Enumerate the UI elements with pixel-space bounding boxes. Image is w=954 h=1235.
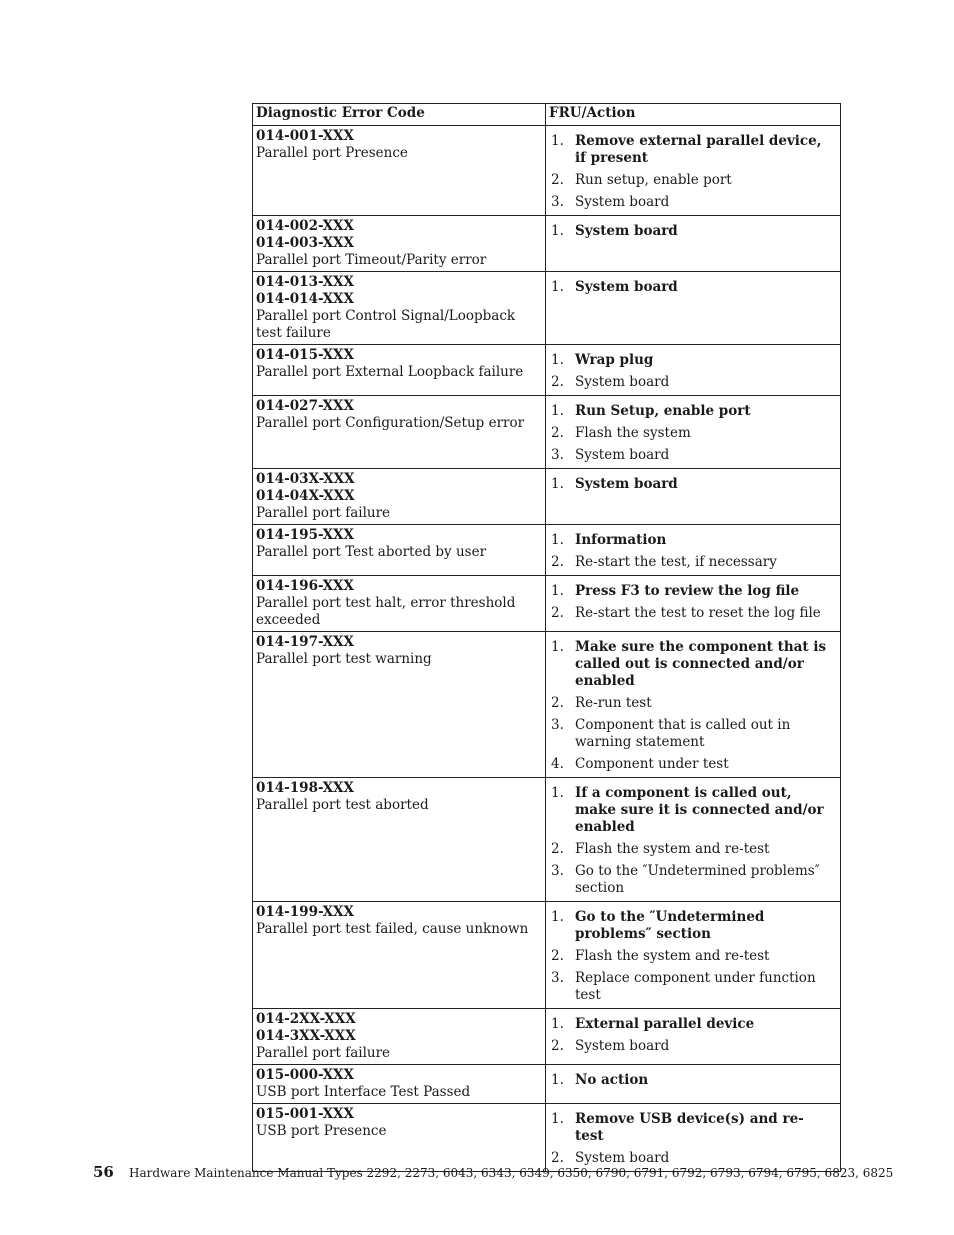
fru-action-cell bbox=[546, 778, 841, 902]
fru-action-cell bbox=[546, 396, 841, 469]
action-number: 1. bbox=[551, 223, 564, 239]
action-number: 1. bbox=[551, 476, 564, 492]
action-list bbox=[549, 1104, 837, 1171]
footer-title: Hardware Maintenance Manual Types 2292, 2273, 6043, 6343, 6349, 6350, 6790, 6791, 6792, 6793, 6794, 6795, 6823, 6825 bbox=[129, 1166, 894, 1180]
action-number: 2. bbox=[551, 425, 564, 441]
action-number: 1. bbox=[551, 352, 564, 368]
action-number: 2. bbox=[551, 1038, 564, 1054]
action-number: 3. bbox=[551, 447, 564, 463]
action-number: 2. bbox=[551, 605, 564, 621]
action-text: System board bbox=[575, 1038, 670, 1054]
fru-action-cell bbox=[546, 1009, 841, 1065]
table-row bbox=[253, 778, 841, 902]
action-number: 1. bbox=[551, 785, 564, 801]
error-description: Parallel port test failed, cause unknown bbox=[256, 921, 529, 937]
action-number: 2. bbox=[551, 695, 564, 711]
action-number: 2. bbox=[551, 948, 564, 964]
error-code: 014-03X-XXX bbox=[256, 471, 355, 487]
action-text: Make sure the component that is called out is connected and/or enabled bbox=[575, 639, 827, 689]
header-fru-action: FRU/Action bbox=[546, 104, 841, 126]
table-row bbox=[253, 902, 841, 1009]
error-description: Parallel port Control Signal/Loopback test failure bbox=[256, 308, 516, 341]
error-code: 014-195-XXX bbox=[256, 527, 355, 543]
action-item bbox=[549, 374, 837, 391]
action-text: System board bbox=[575, 1150, 670, 1166]
error-code-cell bbox=[253, 1009, 546, 1065]
error-description: Parallel port Configuration/Setup error bbox=[256, 415, 525, 431]
action-text: Component under test bbox=[575, 756, 729, 772]
action-list bbox=[549, 216, 837, 244]
error-code: 014-014-XXX bbox=[256, 291, 355, 307]
action-number: 3. bbox=[551, 970, 564, 986]
error-code-cell bbox=[253, 345, 546, 396]
diagnostic-error-table bbox=[252, 103, 841, 1172]
error-code: 014-027-XXX bbox=[256, 398, 355, 414]
action-number: 1. bbox=[551, 133, 564, 149]
table-row bbox=[253, 126, 841, 216]
action-number: 2. bbox=[551, 374, 564, 390]
action-text: Wrap plug bbox=[575, 352, 654, 368]
error-code-cell bbox=[253, 272, 546, 345]
action-text: System board bbox=[575, 374, 670, 390]
action-item bbox=[549, 1016, 837, 1033]
fru-action-cell bbox=[546, 216, 841, 272]
error-code: 014-013-XXX bbox=[256, 274, 355, 290]
error-code-cell bbox=[253, 1104, 546, 1172]
error-code-cell bbox=[253, 778, 546, 902]
error-code-cell bbox=[253, 632, 546, 778]
error-code: 015-001-XXX bbox=[256, 1106, 355, 1122]
fru-action-cell bbox=[546, 1104, 841, 1172]
action-number: 1. bbox=[551, 1072, 564, 1088]
error-code: 014-3XX-XXX bbox=[256, 1028, 356, 1044]
action-text: Component that is called out in warning statement bbox=[575, 717, 791, 750]
error-code-cell bbox=[253, 576, 546, 632]
table-row bbox=[253, 272, 841, 345]
action-number: 3. bbox=[551, 717, 564, 733]
error-code-cell bbox=[253, 469, 546, 525]
fru-action-cell bbox=[546, 525, 841, 576]
error-code: 014-2XX-XXX bbox=[256, 1011, 356, 1027]
action-number: 1. bbox=[551, 1016, 564, 1032]
action-item bbox=[549, 194, 837, 211]
action-number: 1. bbox=[551, 909, 564, 925]
action-item bbox=[549, 279, 837, 296]
action-item bbox=[549, 447, 837, 464]
error-description: Parallel port Timeout/Parity error bbox=[256, 252, 487, 268]
error-description: Parallel port External Loopback failure bbox=[256, 364, 524, 380]
error-code: 014-015-XXX bbox=[256, 347, 355, 363]
action-text: No action bbox=[575, 1072, 649, 1088]
action-item bbox=[549, 695, 837, 712]
action-item bbox=[549, 532, 837, 549]
action-list bbox=[549, 902, 837, 1008]
error-description: Parallel port test aborted bbox=[256, 797, 429, 813]
action-item bbox=[549, 1072, 837, 1089]
table-row bbox=[253, 576, 841, 632]
action-list bbox=[549, 778, 837, 901]
action-item bbox=[549, 403, 837, 420]
table-row bbox=[253, 1065, 841, 1104]
action-number: 1. bbox=[551, 403, 564, 419]
table-row bbox=[253, 396, 841, 469]
action-number: 1. bbox=[551, 279, 564, 295]
action-item bbox=[549, 863, 837, 897]
error-code: 014-198-XXX bbox=[256, 780, 355, 796]
error-code: 014-001-XXX bbox=[256, 128, 355, 144]
action-text: Go to the ″Undetermined problems″ section bbox=[575, 909, 765, 942]
fru-action-cell bbox=[546, 126, 841, 216]
action-number: 2. bbox=[551, 841, 564, 857]
action-number: 2. bbox=[551, 172, 564, 188]
action-item bbox=[549, 909, 837, 943]
error-code-cell bbox=[253, 525, 546, 576]
table-row bbox=[253, 1009, 841, 1065]
action-list bbox=[549, 345, 837, 395]
action-number: 3. bbox=[551, 194, 564, 210]
action-item bbox=[549, 1111, 837, 1145]
action-number: 3. bbox=[551, 863, 564, 879]
error-code: 014-196-XXX bbox=[256, 578, 355, 594]
error-code: 014-04X-XXX bbox=[256, 488, 355, 504]
error-description: USB port Interface Test Passed bbox=[256, 1084, 471, 1100]
action-item bbox=[549, 717, 837, 751]
action-list bbox=[549, 126, 837, 215]
error-description: Parallel port Presence bbox=[256, 145, 408, 161]
action-list bbox=[549, 396, 837, 468]
page-footer bbox=[93, 1163, 893, 1181]
action-text: Remove USB device(s) and re-test bbox=[575, 1111, 804, 1144]
action-text: System board bbox=[575, 279, 678, 295]
fru-action-cell bbox=[546, 576, 841, 632]
action-text: Press F3 to review the log file bbox=[575, 583, 800, 599]
action-list bbox=[549, 525, 837, 575]
action-item bbox=[549, 948, 837, 965]
action-text: Run setup, enable port bbox=[575, 172, 732, 188]
action-text: Information bbox=[575, 532, 667, 548]
table-row bbox=[253, 632, 841, 778]
error-description: USB port Presence bbox=[256, 1123, 387, 1139]
table-header-row bbox=[253, 104, 841, 126]
fru-action-cell bbox=[546, 469, 841, 525]
fru-action-cell bbox=[546, 345, 841, 396]
action-item bbox=[549, 352, 837, 369]
page-number: 56 bbox=[93, 1163, 114, 1181]
fru-action-cell bbox=[546, 902, 841, 1009]
action-item bbox=[549, 841, 837, 858]
action-number: 2. bbox=[551, 554, 564, 570]
action-text: Re-start the test to reset the log file bbox=[575, 605, 821, 621]
error-code: 015-000-XXX bbox=[256, 1067, 355, 1083]
table-body bbox=[253, 126, 841, 1172]
action-item bbox=[549, 785, 837, 836]
table-row bbox=[253, 216, 841, 272]
error-code: 014-197-XXX bbox=[256, 634, 355, 650]
action-number: 1. bbox=[551, 1111, 564, 1127]
action-item bbox=[549, 172, 837, 189]
action-text: System board bbox=[575, 223, 678, 239]
action-text: Flash the system and re-test bbox=[575, 948, 770, 964]
error-description: Parallel port failure bbox=[256, 505, 391, 521]
action-item bbox=[549, 554, 837, 571]
action-number: 1. bbox=[551, 583, 564, 599]
action-number: 1. bbox=[551, 532, 564, 548]
action-item bbox=[549, 605, 837, 622]
action-list bbox=[549, 632, 837, 777]
fru-action-cell bbox=[546, 272, 841, 345]
action-item bbox=[549, 970, 837, 1004]
error-description: Parallel port test halt, error threshold exceeded bbox=[256, 595, 516, 628]
action-text: If a component is called out, make sure it is connected and/or enabled bbox=[575, 785, 824, 835]
action-text: System board bbox=[575, 447, 670, 463]
table-row bbox=[253, 345, 841, 396]
action-number: 2. bbox=[551, 1150, 564, 1166]
table-row bbox=[253, 525, 841, 576]
header-error-code: Diagnostic Error Code bbox=[253, 104, 546, 126]
table-row bbox=[253, 469, 841, 525]
action-item bbox=[549, 756, 837, 773]
action-text: Re-run test bbox=[575, 695, 652, 711]
fru-action-cell bbox=[546, 1065, 841, 1104]
error-code-cell bbox=[253, 396, 546, 469]
error-description: Parallel port failure bbox=[256, 1045, 391, 1061]
action-list bbox=[549, 1065, 837, 1093]
error-code-cell bbox=[253, 902, 546, 1009]
action-text: Flash the system bbox=[575, 425, 691, 441]
action-text: Remove external parallel device, if present bbox=[575, 133, 822, 166]
action-item bbox=[549, 1038, 837, 1055]
error-code: 014-003-XXX bbox=[256, 235, 355, 251]
action-text: External parallel device bbox=[575, 1016, 755, 1032]
fru-action-cell bbox=[546, 632, 841, 778]
action-item bbox=[549, 639, 837, 690]
action-number: 1. bbox=[551, 639, 564, 655]
action-list bbox=[549, 1009, 837, 1059]
action-text: Re-start the test, if necessary bbox=[575, 554, 777, 570]
error-description: Parallel port test warning bbox=[256, 651, 432, 667]
action-text: Go to the ″Undetermined problems″ section bbox=[575, 863, 820, 896]
table-row bbox=[253, 1104, 841, 1172]
action-item bbox=[549, 425, 837, 442]
action-text: Run Setup, enable port bbox=[575, 403, 751, 419]
action-text: Flash the system and re-test bbox=[575, 841, 770, 857]
error-code: 014-199-XXX bbox=[256, 904, 355, 920]
error-code: 014-002-XXX bbox=[256, 218, 355, 234]
action-number: 4. bbox=[551, 756, 564, 772]
action-item bbox=[549, 476, 837, 493]
error-code-cell bbox=[253, 126, 546, 216]
error-code-cell bbox=[253, 216, 546, 272]
action-item bbox=[549, 583, 837, 600]
error-code-cell bbox=[253, 1065, 546, 1104]
action-text: System board bbox=[575, 476, 678, 492]
action-text: Replace component under function test bbox=[575, 970, 816, 1003]
action-text: System board bbox=[575, 194, 670, 210]
action-item bbox=[549, 223, 837, 240]
action-list bbox=[549, 272, 837, 300]
error-description: Parallel port Test aborted by user bbox=[256, 544, 487, 560]
action-list bbox=[549, 469, 837, 497]
action-list bbox=[549, 576, 837, 626]
action-item bbox=[549, 133, 837, 167]
